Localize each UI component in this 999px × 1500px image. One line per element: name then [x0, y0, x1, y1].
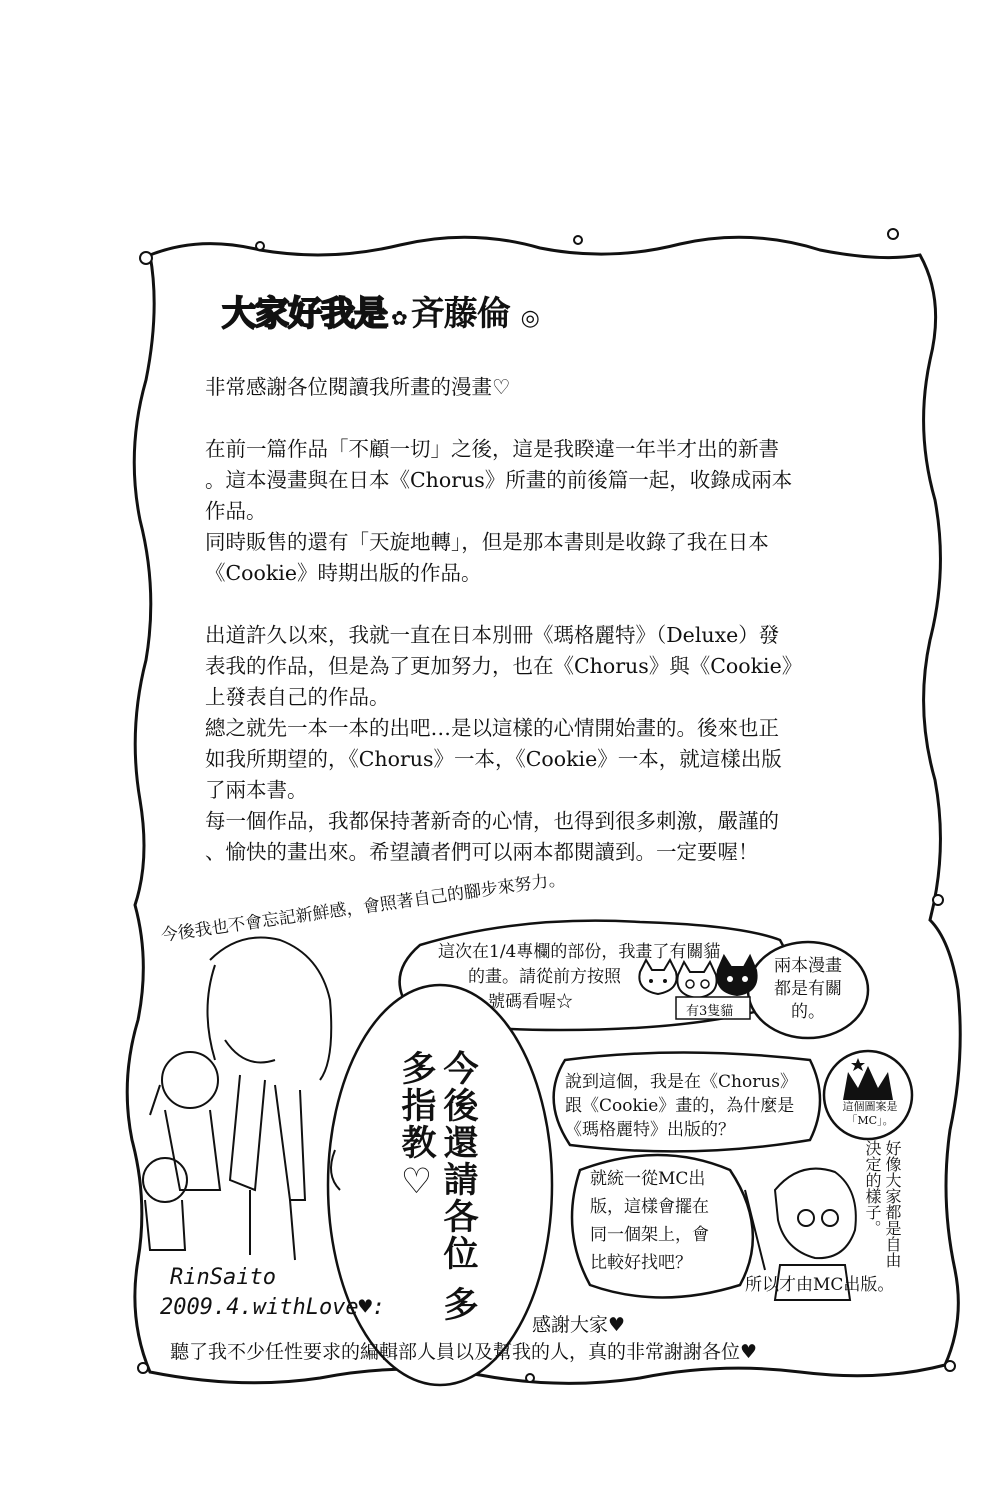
- signature-date: 2009.4.withLove♥:: [160, 1295, 386, 1320]
- body-line: 表我的作品，但是為了更加努力，也在《Chorus》與《Cookie》: [205, 654, 803, 678]
- body-line: 。這本漫畫與在日本《Chorus》所畫的前後篇一起，收錄成兩本: [205, 468, 793, 492]
- body-line: [205, 589, 845, 620]
- body-line: 總之就先一本一本的出吧…是以這樣的心情開始畫的。後來也正: [205, 716, 779, 740]
- body-line: 出道許久以來，我就一直在日本別冊《瑪格麗特》（Deluxe）發: [205, 623, 780, 647]
- flower-icon: ✿: [391, 306, 407, 330]
- question-line: 說到這個，我是在《Chorus》: [565, 1072, 797, 1092]
- cat-side-line: 的。: [791, 1002, 825, 1022]
- body-line: 了兩本書。: [205, 778, 308, 802]
- footer-message: 聽了我不少任性要求的編輯部人員以及幫我的人，真的非常謝謝各位♥: [170, 1341, 758, 1363]
- question-bubble-text: [565, 1070, 797, 1142]
- cat-side-bubble-text: [770, 955, 846, 1024]
- cat-face-icon: [717, 956, 756, 995]
- page-title: [222, 286, 539, 335]
- cat-label: 有3隻貓: [686, 1004, 734, 1019]
- center-bubble-line: 今後還請各位: [438, 1050, 479, 1272]
- side-note: 好像大家都是自由決定的樣子。: [863, 1140, 902, 1268]
- answer-line: 就統一從MC出: [590, 1169, 706, 1189]
- curved-message: 今後我也不會忘記新鮮感，會照著自己的腳步來努力。: [159, 869, 567, 946]
- body-line: 非常感謝各位閱讀我所畫的漫畫♡: [205, 375, 511, 399]
- spiral-icon: ◎: [520, 306, 539, 331]
- character-sketch-small: [143, 1158, 187, 1250]
- body-line: 《Cookie》時期出版的作品。: [205, 561, 482, 585]
- conclusion-text: 所以才由MC出版。: [745, 1275, 895, 1295]
- body-line: 、愉快的畫出來。希望讀者們可以兩本都閱讀到。一定要喔！: [205, 840, 759, 864]
- author-name: 斉藤倫: [410, 294, 510, 334]
- body-line: 在前一篇作品「不顧一切」之後，這是我睽違一年半才出的新書: [205, 437, 779, 461]
- answer-line: 比較好找吧？: [590, 1253, 692, 1273]
- crown-caption-line: 這個圖案是: [842, 1100, 898, 1113]
- cat-bubble-text: [438, 940, 720, 1015]
- answer-bubble-text: [590, 1165, 709, 1277]
- answer-line: 版，這樣會擺在: [590, 1197, 709, 1217]
- crown-caption-line: 「MC」。: [846, 1114, 894, 1127]
- cat-side-line: 都是有關: [774, 979, 842, 999]
- answer-line: 同一個架上，會: [590, 1225, 709, 1245]
- body-line: [205, 403, 845, 434]
- question-line: 跟《Cookie》畫的，為什麼是: [565, 1096, 795, 1116]
- cat-bubble-line: 這次在1/4專欄的部份，我畫了有關貓: [438, 942, 721, 962]
- body-line: 同時販售的還有「天旋地轉」，但是那本書則是收錄了我在日本: [205, 530, 769, 554]
- body-line: 如我所期望的，《Chorus》一本，《Cookie》一本，就這樣出版: [205, 747, 782, 771]
- body-line: 上發表自己的作品。: [205, 685, 390, 709]
- body-line: 每一個作品，我都保持著新奇的心情，也得到很多刺激，嚴謹的: [205, 809, 779, 833]
- title-greeting: 大家好我是: [222, 294, 387, 334]
- cat-bubble-line: 的畫。請從前方按照: [468, 967, 621, 987]
- center-bubble-text: [395, 1050, 479, 1330]
- character-sketch-main: [208, 938, 332, 1261]
- footer-thanks: 感謝大家♥: [532, 1314, 626, 1336]
- cat-side-line: 兩本漫畫: [774, 956, 842, 976]
- body-text: [205, 372, 845, 868]
- question-line: 《瑪格麗特》出版的？: [565, 1120, 735, 1140]
- crown-caption: [842, 1100, 898, 1128]
- cat-bubble-line: 號碼看喔☆: [488, 992, 573, 1012]
- body-line: 作品。: [205, 499, 267, 523]
- center-bubble-line: 多多指教♡: [396, 1050, 479, 1324]
- signature-name: RinSaito: [170, 1265, 276, 1290]
